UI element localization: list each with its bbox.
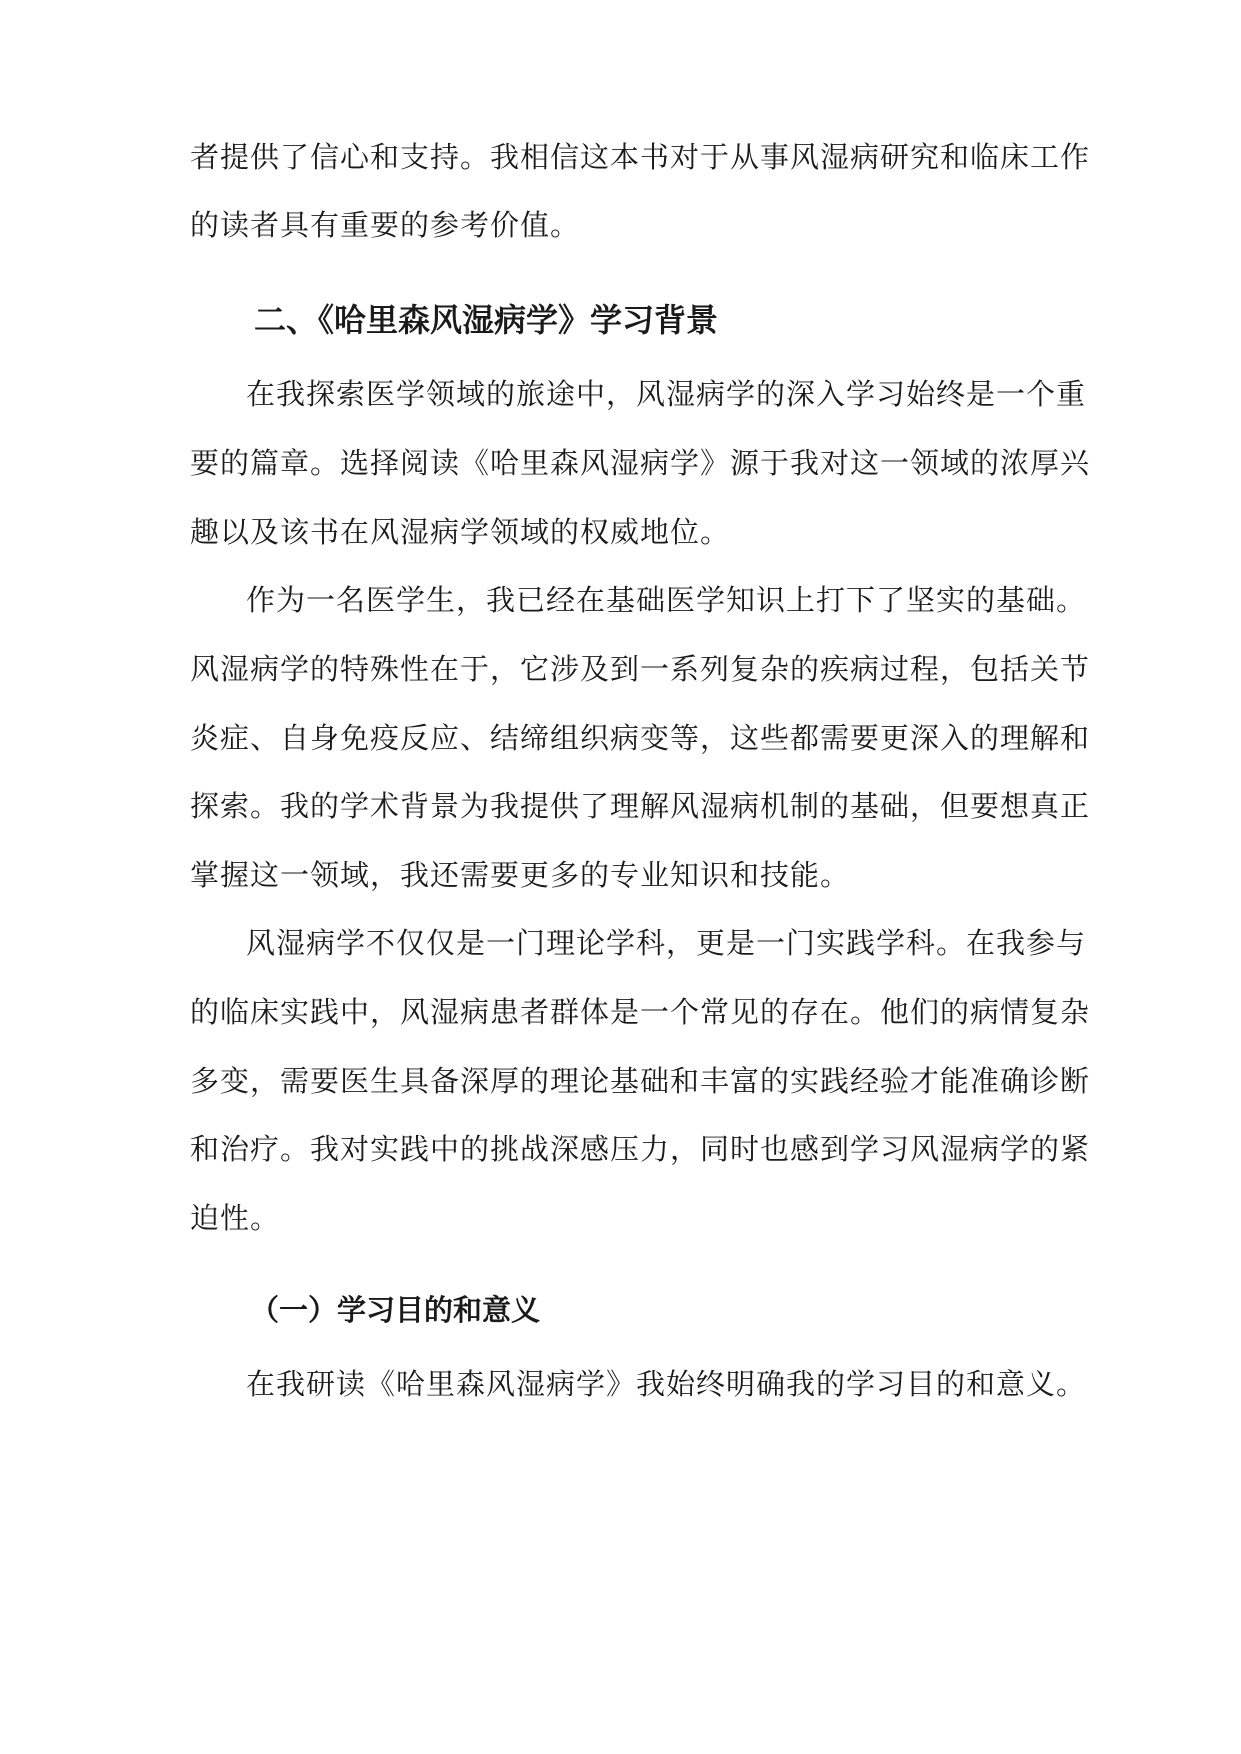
paragraph-line: 迫性。 — [190, 1201, 281, 1235]
paragraph-line: 在我研读《哈里森风湿病学》我始终明确我的学习目的和意义。 — [246, 1367, 1087, 1401]
paragraph-line: 和治疗。我对实践中的挑战深感压力，同时也感到学习风湿病学的紧 — [190, 1132, 1091, 1166]
paragraph-line: 的读者具有重要的参考价值。 — [190, 208, 581, 242]
paragraph-line: 多变，需要医生具备深厚的理论基础和丰富的实践经验才能准确诊断 — [190, 1064, 1091, 1098]
paragraph-line: 趣以及该书在风湿病学领域的权威地位。 — [190, 515, 731, 549]
paragraph-line: 作为一名医学生，我已经在基础医学知识上打下了坚实的基础。 — [246, 583, 1087, 617]
paragraph-line: 者提供了信心和支持。我相信这本书对于从事风湿病研究和临床工作 — [190, 140, 1091, 174]
paragraph-line: 要的篇章。选择阅读《哈里森风湿病学》源于我对这一领域的浓厚兴 — [190, 446, 1091, 480]
section-heading: 二、《哈里森风湿病学》学习背景 — [254, 301, 719, 339]
paragraph-line: 掌握这一领域，我还需要更多的专业知识和技能。 — [190, 858, 851, 892]
paragraph-line: 炎症、自身免疫反应、结缔组织病变等，这些都需要更深入的理解和 — [190, 721, 1091, 755]
paragraph-line: 的临床实践中，风湿病患者群体是一个常见的存在。他们的病情复杂 — [190, 995, 1091, 1029]
paragraph-line: 在我探索医学领域的旅途中，风湿病学的深入学习始终是一个重 — [246, 377, 1087, 411]
paragraph-line: 探索。我的学术背景为我提供了理解风湿病机制的基础，但要想真正 — [190, 789, 1091, 823]
paragraph-line: 风湿病学不仅仅是一门理论学科，更是一门实践学科。在我参与 — [246, 926, 1087, 960]
paragraph-line: 风湿病学的特殊性在于，它涉及到一系列复杂的疾病过程，包括关节 — [190, 652, 1091, 686]
subsection-heading: （一）学习目的和意义 — [250, 1293, 541, 1327]
